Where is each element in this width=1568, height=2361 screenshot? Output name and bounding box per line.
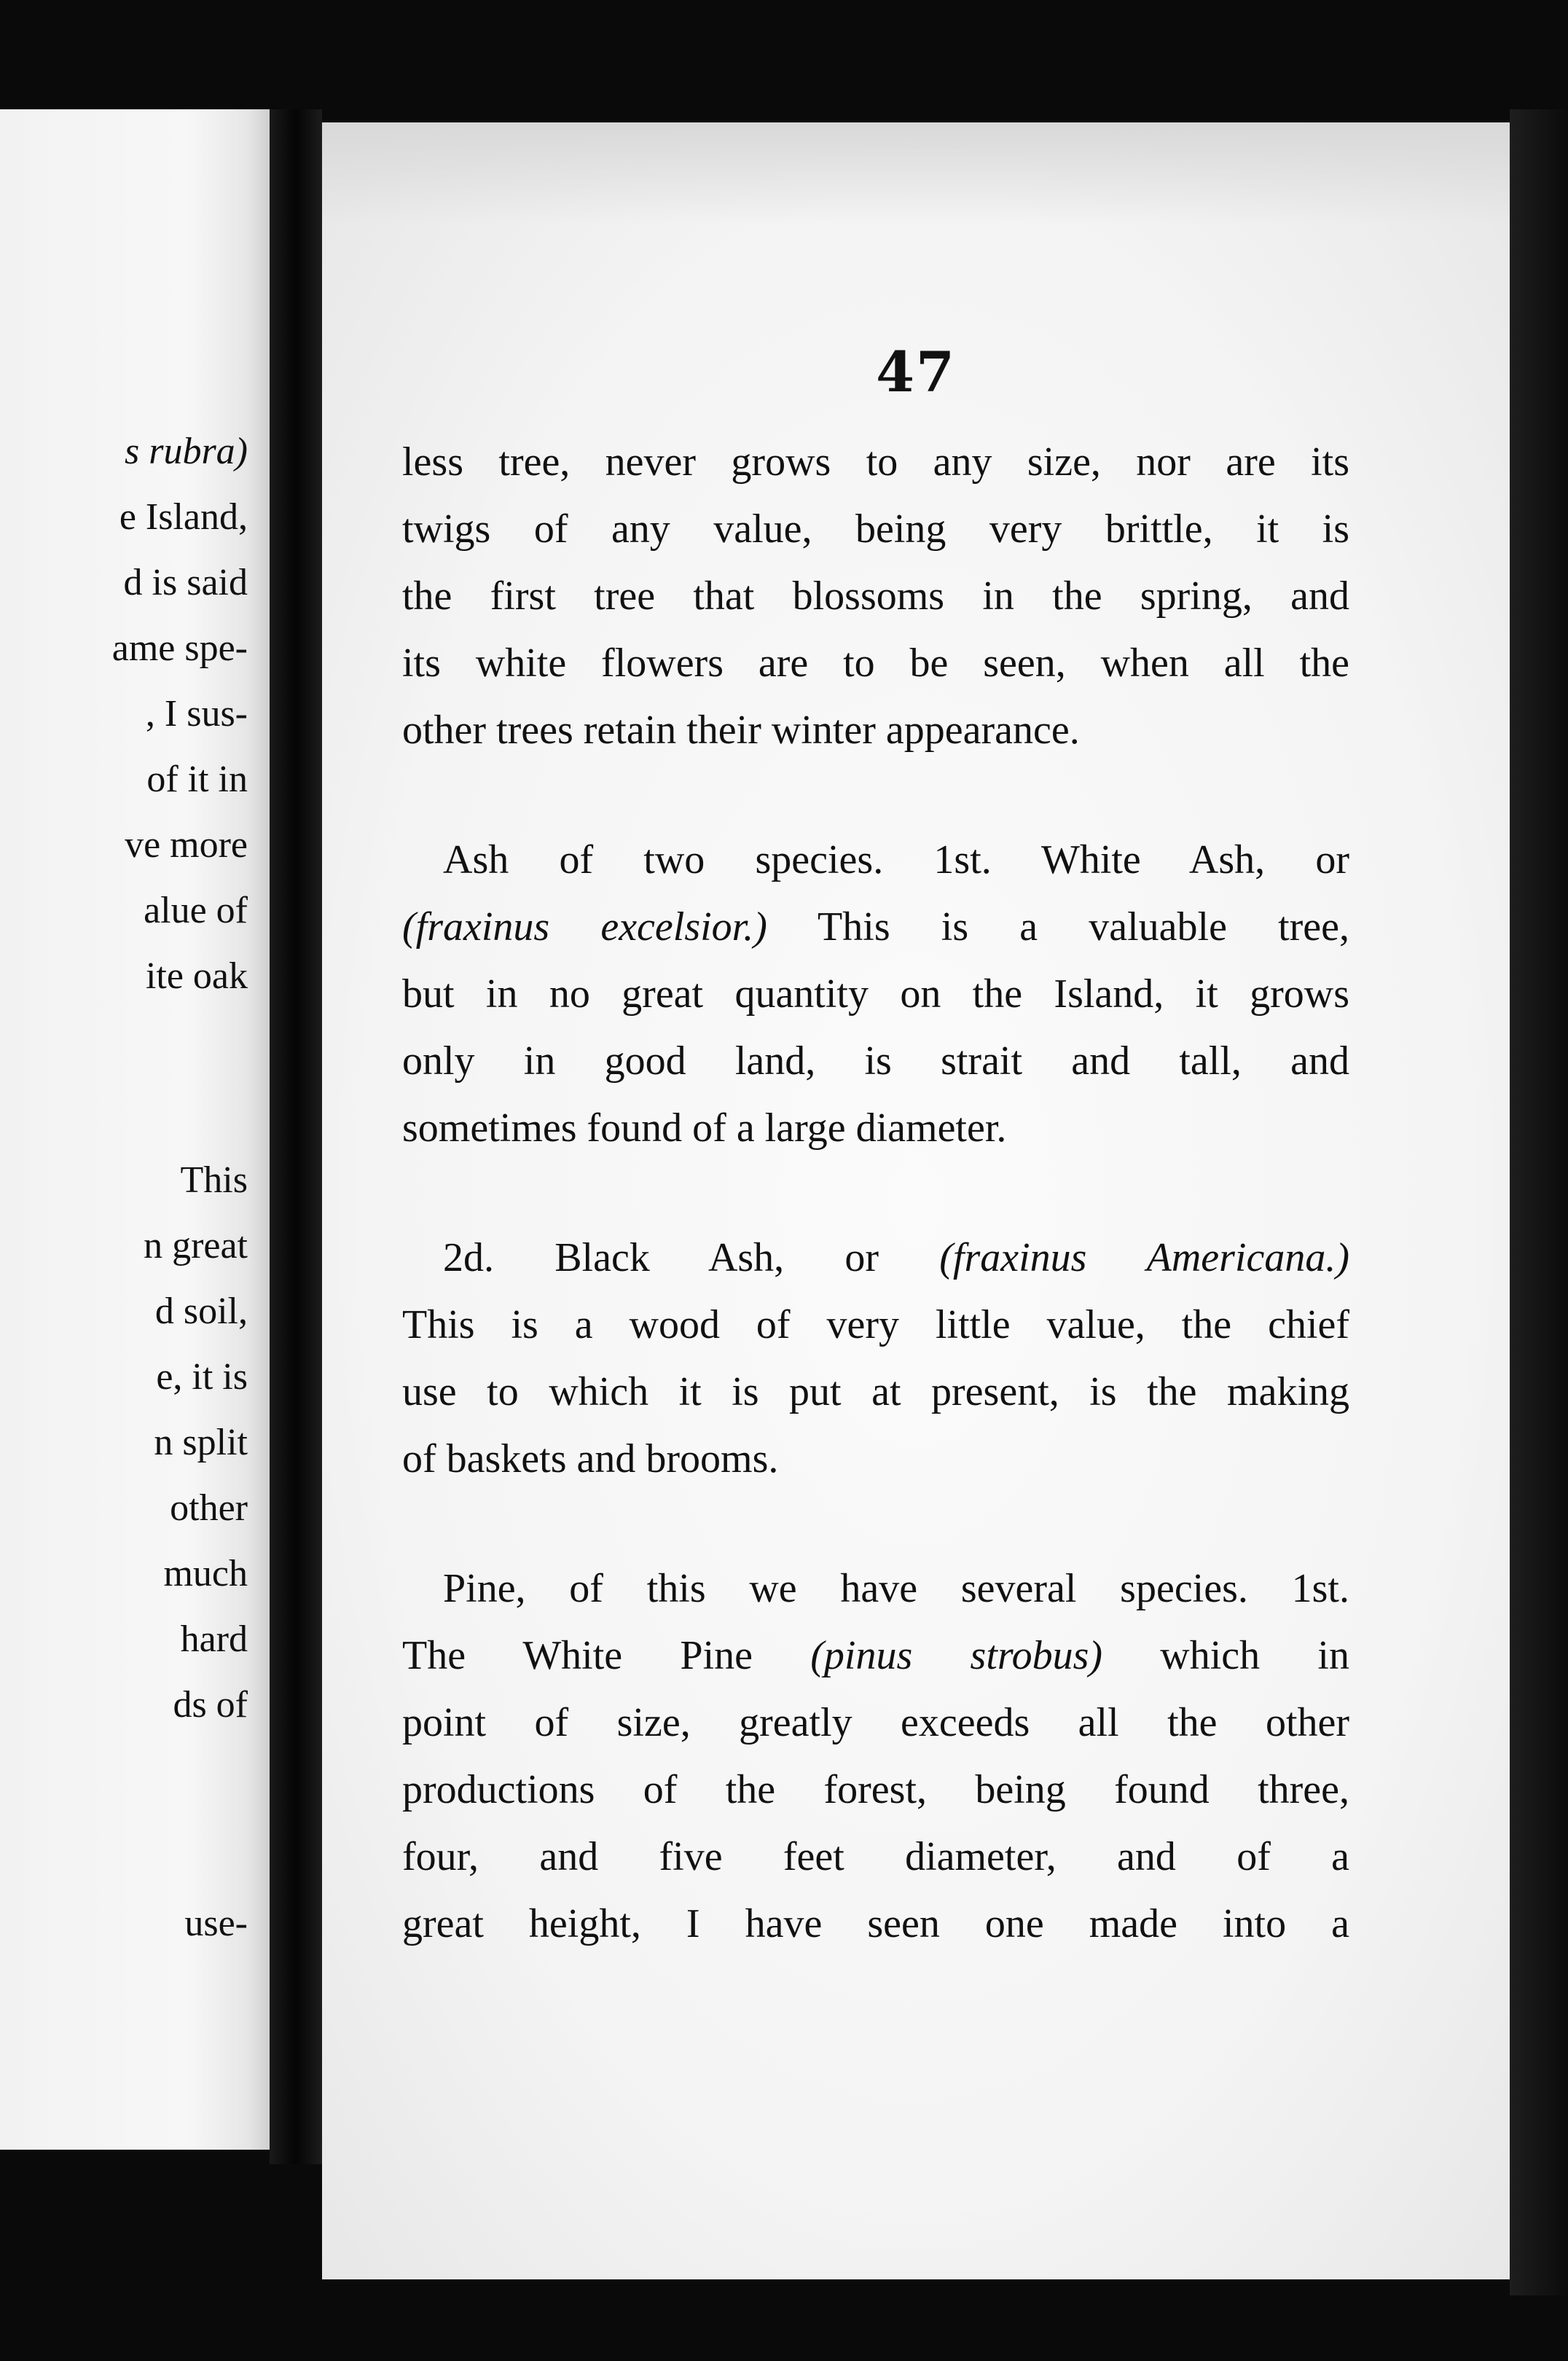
text-line: twigs of any value, being very brittle, it is xyxy=(402,506,1349,552)
previous-page-fragment: use- xyxy=(184,1903,248,1944)
previous-page-fragment: This xyxy=(180,1159,248,1201)
previous-page-fragment: , I sus- xyxy=(145,693,248,735)
previous-page-fragment: s rubra) xyxy=(124,431,248,472)
paragraph xyxy=(402,1224,1349,1492)
text-line: the first tree that blossoms in the spring, and xyxy=(402,573,1349,619)
scan-edge xyxy=(1510,109,1568,2295)
paragraph xyxy=(402,1555,1349,1957)
text-line: productions of the forest, being found three, xyxy=(402,1767,1349,1812)
page-number: 47 xyxy=(876,340,956,404)
text-line: less tree, never grows to any size, nor are its xyxy=(402,439,1349,485)
text-line: but in no great quantity on the Island, it grows xyxy=(402,971,1349,1017)
previous-page-fragment: e Island, xyxy=(119,496,248,538)
text-line: great height, I have seen one made into a xyxy=(402,1901,1349,1946)
text-line: Pine, of this we have several species. 1st. xyxy=(443,1566,1349,1611)
text-line: Ash of two species. 1st. White Ash, or xyxy=(443,837,1349,882)
text-line: use to which it is put at present, is the making xyxy=(402,1369,1349,1414)
book-gutter xyxy=(270,109,322,2164)
text-line: 2d. Black Ash, or (fraxinus Americana.) xyxy=(443,1235,1349,1280)
previous-page-fragment: d soil, xyxy=(154,1291,248,1332)
text-line: only in good land, is strait and tall, and xyxy=(402,1038,1349,1084)
text-line: four, and five feet diameter, and of a xyxy=(402,1834,1349,1879)
paragraph xyxy=(402,826,1349,1162)
previous-page xyxy=(0,109,270,2150)
text-line: its white flowers are to be seen, when all the xyxy=(402,641,1349,686)
previous-page-fragment: other xyxy=(170,1487,248,1529)
previous-page-fragment: e, it is xyxy=(156,1356,248,1398)
previous-page-fragment: ame spe- xyxy=(111,627,248,669)
text-line: sometimes found of a large diameter. xyxy=(402,1105,1007,1151)
page-body xyxy=(402,428,1349,1957)
previous-page-fragment: n split xyxy=(154,1422,248,1463)
paragraph xyxy=(402,428,1349,764)
previous-page-fragment: alue of xyxy=(144,890,248,931)
page-shadow xyxy=(322,122,1510,224)
text-line: This is a wood of very little value, the chief xyxy=(402,1302,1349,1347)
previous-page-fragment: ite oak xyxy=(145,955,248,997)
previous-page-fragment: d is said xyxy=(123,562,248,603)
text-line: of baskets and brooms. xyxy=(402,1436,779,1481)
previous-page-fragment: ds of xyxy=(173,1684,248,1726)
previous-page-fragment: of it in xyxy=(146,759,248,800)
text-line: The White Pine (pinus strobus) which in xyxy=(402,1633,1349,1678)
text-line: (fraxinus excelsior.) This is a valuable tree, xyxy=(402,904,1349,950)
previous-page-fragment: much xyxy=(163,1553,248,1594)
text-line: other trees retain their winter appearance. xyxy=(402,708,1080,753)
current-page xyxy=(322,122,1510,2279)
text-line: point of size, greatly exceeds all the other xyxy=(402,1700,1349,1745)
previous-page-fragment: hard xyxy=(180,1618,248,1660)
previous-page-fragment: n great xyxy=(144,1225,248,1266)
previous-page-fragment: ve more xyxy=(125,824,248,866)
